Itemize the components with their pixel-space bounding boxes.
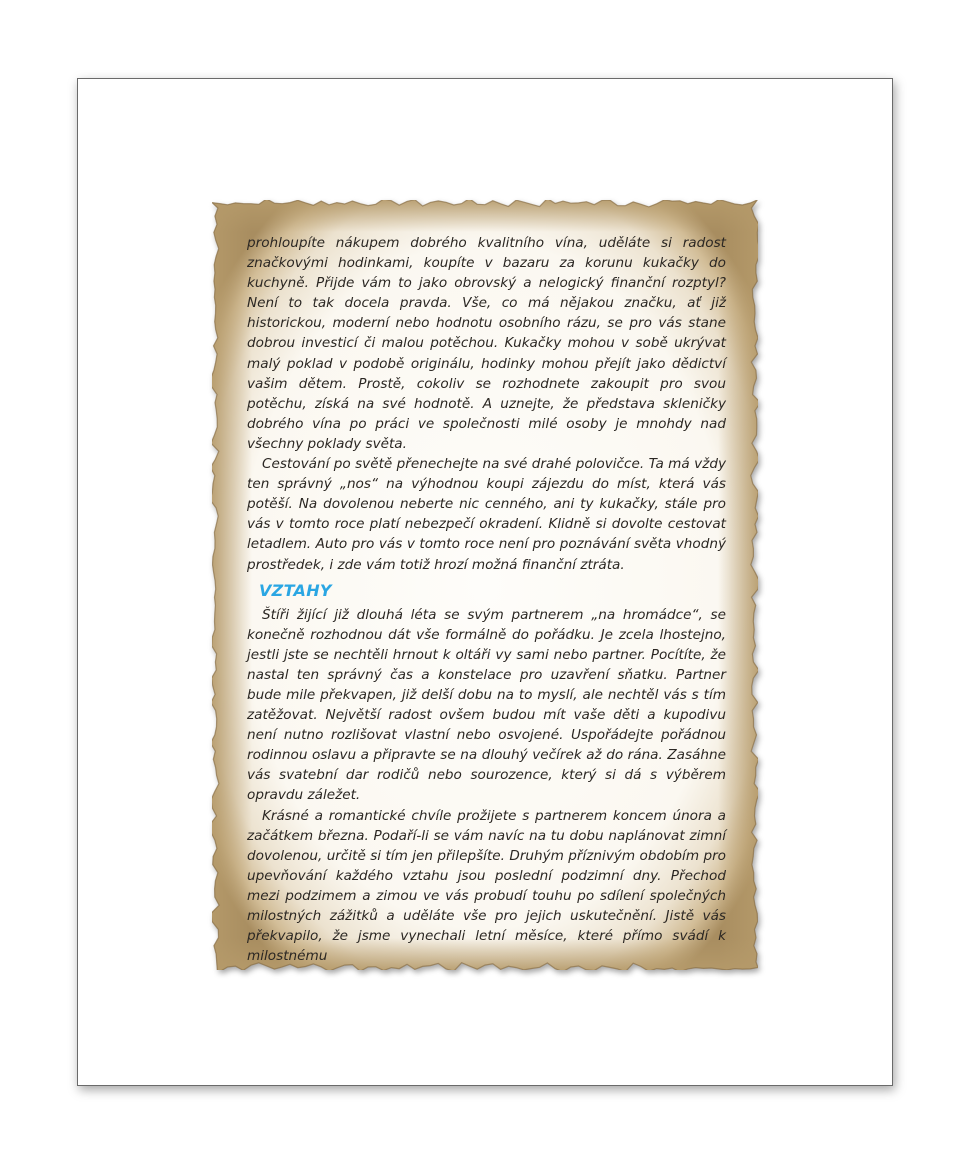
paragraph-4: Krásné a romantické chvíle prožijete s partnerem koncem února a začátkem března. Podaří-li se vám navíc na tu dobu naplánovat zimní dovolenou, určitě si tím jen přilepšíte. Druhým příznivým obdobím pro upevňování každého vztahu jsou poslední podzimní dny. Přechod mezi podzimem a zimou ve vás probudí touhu po sdílení společných milostných zážitků a uděláte vše pro jejich uskutečnění. Jistě vás překvapilo, že jsme vynechali letní měsíce, které přímo svádí k milostnému xyxy=(247,807,726,965)
page-sheet xyxy=(77,78,893,1086)
paragraph-2: Cestování po světě přenechejte na své drahé polovičce. Ta má vždy ten správný „nos“ na výhodnou koupi zájezdu do míst, která vás potěší. Na dovolenou neberte nic cenného, ani ty kukačky, stále pro vás v tomto roce platí nebezpečí okradení. Klidně si dovolte cestovat letadlem. Auto pro vás v tomto roce není pro poznávání světa vhodný prostředek, i zde vám totiž hrozí možná finanční ztráta. xyxy=(247,456,726,573)
article-text xyxy=(247,233,726,966)
paragraph-1: prohloupíte nákupem dobrého kvalitního vína, uděláte si radost značkovými hodinkami, koupíte v bazaru za korunu kukačky do kuchyně. Přijde vám to jako obrovský a nelogický finanční rozptyl? Není to tak docela pravda. Vše, co má nějakou značku, ať již historickou, moderní nebo hodnotu osobního rázu, se pro vás stane dobrou investicí či malou potěchou. Kukačky mohou v sobě ukrývat malý poklad v podobě originálu, hodinky mohou přejít jako dědictví vašim dětem. Prostě, cokoliv se rozhodnete zakoupit pro svou potěchu, získá na své hodnotě. A uznejte, že představa skleničky dobrého vína po práci ve společnosti milé osoby je mnohdy nad všechny poklady světa. xyxy=(247,235,726,452)
parchment-card xyxy=(212,200,758,970)
paragraph-3: Štíři žijící již dlouhá léta se svým partnerem „na hromádce“, se konečně rozhodnou dát vše formálně do pořádku. Je zcela lhostejno, jestli jste se nechtěli hrnout k oltáři vy sami nebo partner. Pocítíte, že nastal ten správný čas a konstelace pro uzavření sňatku. Partner bude mile překvapen, již delší dobu na to myslí, ale nechtěl vás s tím zatěžovat. Největší radost ovšem budou mít vaše děti a kupodivu není nutno rozlišovat vlastní nebo osvojené. Uspořádejte pořádnou rodinnou oslavu a připravte se na dlouhý večírek až do rána. Zasáhne vás svatební dar rodičů nebo sourozence, který si dá s výběrem opravdu záležet. xyxy=(247,606,726,804)
section-heading-vztahy: VZTAHY xyxy=(259,580,332,600)
